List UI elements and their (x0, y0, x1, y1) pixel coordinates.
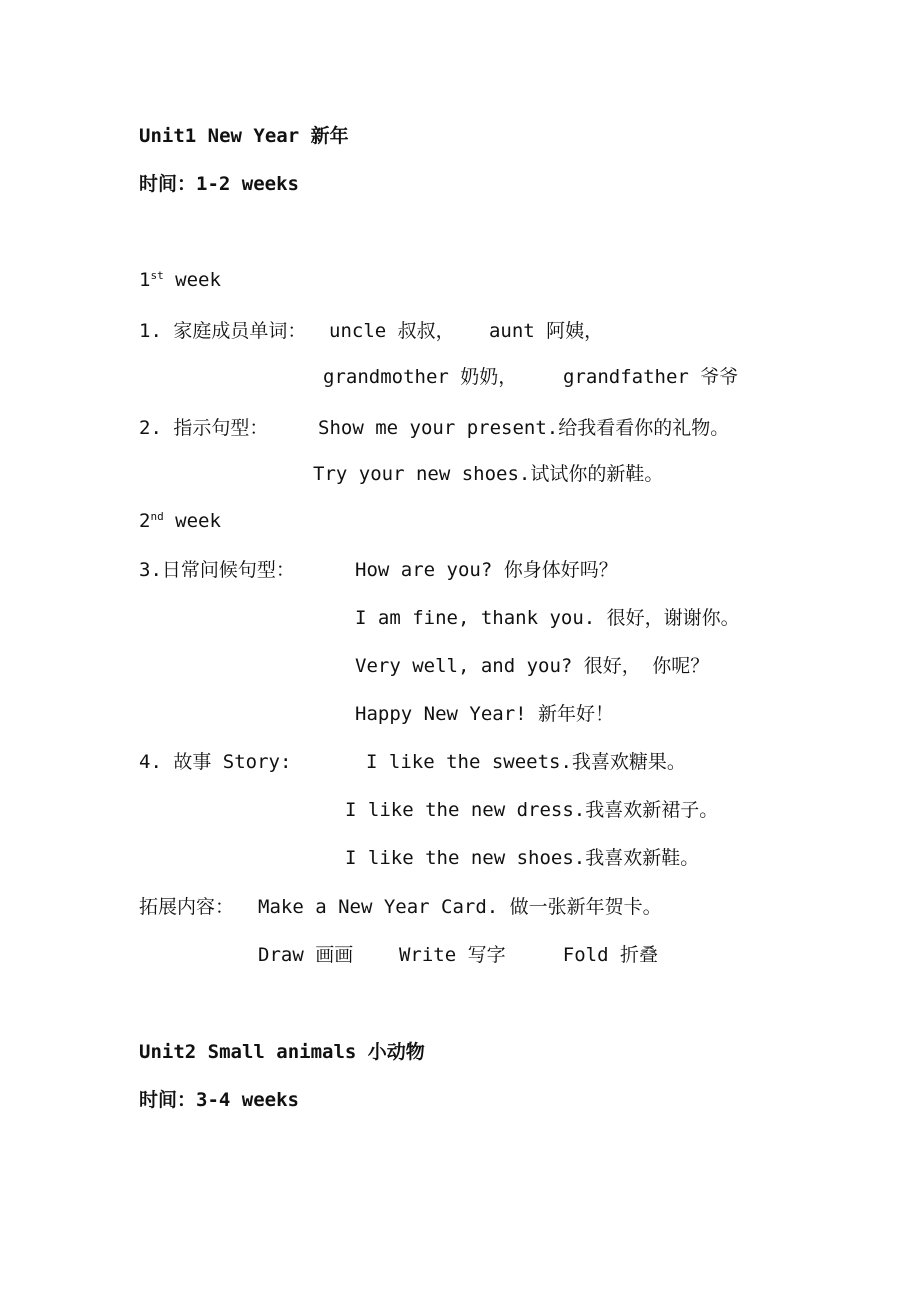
week1-ordinal: st (150, 269, 164, 282)
week2-heading (139, 509, 221, 533)
item4-line1: I like the sweets.我喜欢糖果。 (366, 751, 686, 773)
item4-label: 4. 故事 Story: (139, 751, 292, 773)
item2-line1: Show me your present.给我看看你的礼物。 (318, 417, 730, 439)
item1-line1: uncle 叔叔， aunt 阿姨， (329, 320, 604, 342)
unit2-title: Unit2 Small animals 小动物 (139, 1041, 425, 1063)
item2-line2: Try your new shoes.试试你的新鞋。 (313, 463, 664, 485)
item3-line4: Happy New Year! 新年好！ (355, 703, 615, 725)
extension-line1: Make a New Year Card. 做一张新年贺卡。 (258, 896, 662, 918)
item4-line3: I like the new shoes.我喜欢新鞋。 (345, 847, 700, 869)
unit1-title: Unit1 New Year 新年 (139, 125, 349, 147)
item3-label: 3.日常问候句型： (139, 559, 295, 581)
item4-line2: I like the new dress.我喜欢新裙子。 (345, 799, 719, 821)
week2-label: week (163, 510, 221, 532)
extension-line2: Draw 画画 Write 写字 Fold 折叠 (258, 944, 658, 966)
week2-number: 2 (139, 510, 151, 532)
week1-label: week (163, 269, 221, 291)
item1-line2: grandmother 奶奶， grandfather 爷爷 (323, 366, 739, 388)
week1-heading (139, 268, 221, 292)
week1-number: 1 (139, 269, 151, 291)
item3-line3: Very well, and you? 很好， 你呢？ (355, 655, 710, 677)
item3-line1: How are you? 你身体好吗？ (355, 559, 618, 581)
unit1-time: 时间：1-2 weeks (139, 173, 299, 195)
unit2-time: 时间：3-4 weeks (139, 1089, 299, 1111)
extension-label: 拓展内容： (139, 896, 235, 918)
item1-label: 1. 家庭成员单词： (139, 320, 307, 342)
week2-ordinal: nd (150, 510, 164, 523)
item3-line2: I am fine, thank you. 很好，谢谢你。 (355, 607, 740, 629)
item2-label: 2. 指示句型： (139, 417, 269, 439)
